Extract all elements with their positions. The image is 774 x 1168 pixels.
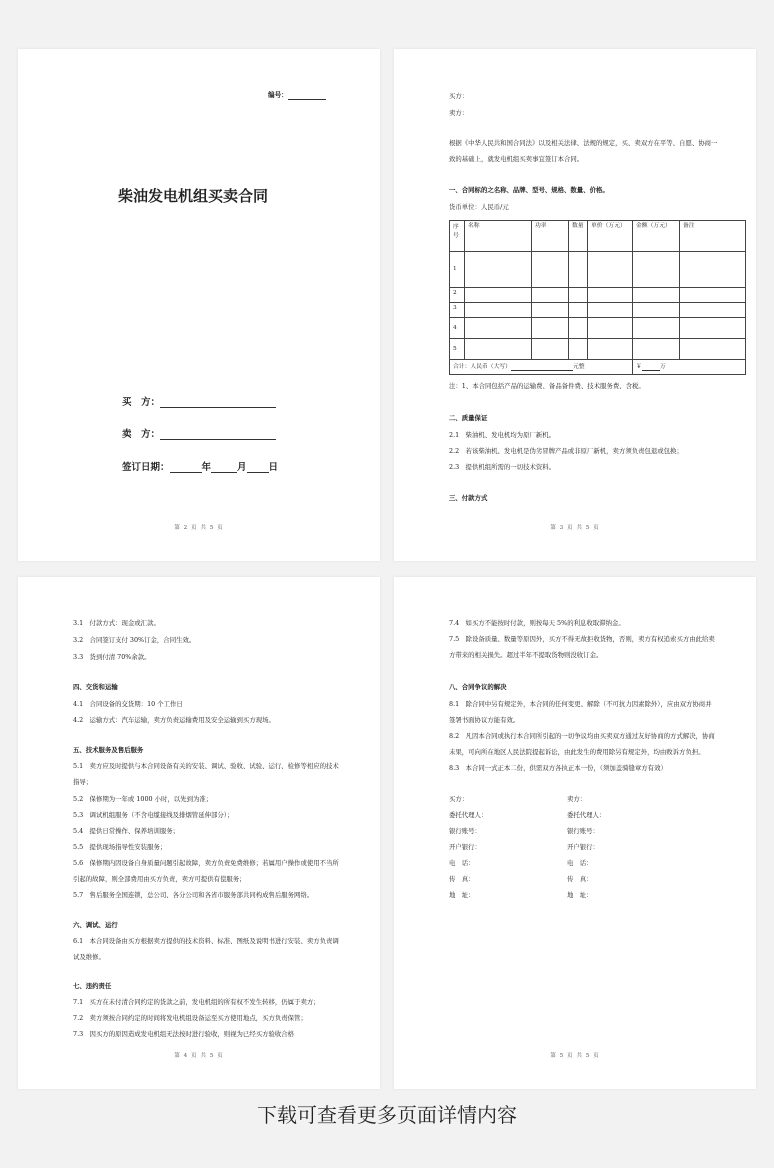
- intro-line-1: 根据《中华人民共和国合同法》以及相关法律、法规的规定，买、卖双方在平等、自愿、协商一: [449, 139, 718, 147]
- total-amount-cell: [633, 360, 746, 375]
- header-cell: 备注: [680, 221, 746, 252]
- header-cell: 数量: [569, 221, 588, 252]
- seller-blank: [160, 429, 276, 440]
- section-heading-1: 一、合同标的之名称、品牌、型号、规格、数量、价格。: [449, 186, 609, 194]
- sig-seller-address: 地 址：: [567, 891, 593, 899]
- sign-date-line: [122, 462, 278, 473]
- intro-line-2: 致的基础上，就发电机组买卖事宜签订本合同。: [449, 155, 584, 163]
- page-footer: 第 4 页 共 5 页: [174, 1053, 224, 1060]
- header-cell: 名称: [465, 221, 532, 252]
- header-cell: 单价（万元）: [588, 221, 633, 252]
- clause-5-5: 5.5 提供现场指导性安装服务；: [73, 843, 167, 851]
- section-heading-4: 四、交货和运输: [73, 683, 118, 691]
- clause-3-3: 3.3 货到付清 70%余款。: [73, 653, 151, 661]
- section-heading-8: 八、合同争议的解决: [449, 683, 507, 691]
- sig-seller-bank: 开户银行：: [567, 843, 599, 851]
- seller-label: 卖 方：: [122, 429, 161, 440]
- day-blank: [247, 462, 269, 473]
- yen-symbol: ￥: [636, 364, 642, 371]
- sig-seller-agent: 委托代理人：: [567, 811, 606, 819]
- buyer-blank: [160, 397, 276, 408]
- sig-buyer-bank: 开户银行：: [449, 843, 481, 851]
- seller-line: [122, 429, 276, 440]
- clause-4-1: 4.1 合同设备的交货期：10 个工作日: [73, 700, 183, 708]
- table-header-row: [450, 221, 746, 252]
- clause-5-1-line1: 5.1 卖方应及时提供与本合同设备有关的安装、调试、验收、试验、运行、检修等相应的技术: [73, 762, 339, 770]
- section-heading-5: 五、技术服务及售后服务: [73, 746, 144, 754]
- month-label: 月: [237, 462, 247, 473]
- clause-7-1: 7.1 买方在未付清合同约定的货款之前，发电机组的所有权不发生转移，仍属于卖方；: [73, 998, 320, 1006]
- currency-unit: 货币单位：人民币/元: [449, 203, 509, 211]
- total-blank: [511, 363, 573, 371]
- contract-number-label: 编号：: [268, 91, 288, 100]
- contract-page-terms-2: [18, 577, 380, 1089]
- wan-unit: 万: [659, 364, 666, 371]
- contract-page-terms-1: [394, 49, 756, 561]
- row-number: 2: [450, 288, 465, 303]
- sig-seller: 卖方：: [567, 795, 587, 803]
- goods-table: [449, 220, 746, 375]
- sig-seller-fax: 传 真：: [567, 875, 593, 883]
- table-total-row: [450, 360, 746, 375]
- clause-2-2: 2.2 若该柴油机、发电机是伪劣冒牌产品或非原厂新机，卖方须负责包退或包换；: [449, 447, 683, 455]
- sig-buyer-agent: 委托代理人：: [449, 811, 488, 819]
- buyer-line: [122, 397, 276, 408]
- header-cell: 功率: [532, 221, 569, 252]
- table-row: [450, 339, 746, 360]
- row-number: 3: [450, 303, 465, 318]
- row-number: 4: [450, 318, 465, 339]
- download-caption: 下载可查看更多页面详情内容: [257, 1103, 517, 1127]
- day-label: 日: [268, 462, 279, 473]
- clause-3-1: 3.1 付款方式：现金或汇款。: [73, 619, 160, 627]
- clause-2-3: 2.3 提供机组所需的一切技术资料。: [449, 463, 556, 471]
- sig-seller-account: 银行账号：: [567, 827, 599, 835]
- clause-7-4: 7.4 如买方不能按时付款，则按每天 5%的利息收取滞纳金。: [449, 619, 625, 627]
- clause-5-2: 5.2 保修期为一年或 1000 小时，以先到为准；: [73, 795, 213, 803]
- year-label: 年: [201, 462, 212, 473]
- clause-7-3: 7.3 因买方的原因造成发电机组无法按时进行验收，则视为已经买方验收合格: [73, 1030, 295, 1038]
- table-row: [450, 288, 746, 303]
- clause-5-1-line2: 指导；: [73, 778, 93, 786]
- buyer-label: 买 方：: [122, 397, 161, 408]
- sig-buyer: 买方：: [449, 795, 469, 803]
- clause-8-1-line2: 签署书面协议方能有效。: [449, 716, 520, 724]
- month-blank: [211, 462, 237, 473]
- total-unit: 元整: [572, 364, 585, 371]
- clause-7-2: 7.2 卖方须按合同约定的时间将发电机组设备运至买方使用地点，买方负责保管；: [73, 1014, 307, 1022]
- amount-blank: [642, 363, 660, 371]
- total-cell: [450, 360, 633, 375]
- table-note: 注：1、本合同包括产品的运输费、备品备件费、技术服务费、含税。: [449, 382, 645, 390]
- clause-5-6-line2: 引起的故障，则全部费用由买方负责，卖方可提供有偿服务；: [73, 875, 246, 883]
- sig-buyer-account: 银行账号：: [449, 827, 481, 835]
- sig-seller-phone: 电 话：: [567, 859, 593, 867]
- section-heading-6: 六、调试、运行: [73, 921, 118, 929]
- clause-4-2: 4.2 运输方式：汽车运输，卖方负责运输费用及安全运输到买方现场。: [73, 716, 275, 724]
- clause-7-5-line1: 7.5 除设备质量、数量等原因外，买方不得无故拒收货物，否则，卖方有权追索买方由此给卖: [449, 635, 715, 643]
- section-heading-7: 七、违约责任: [73, 982, 112, 990]
- clause-8-2-line1: 8.2 凡因本合同或执行本合同所引起的一切争议均由买卖双方通过友好协商的方式解决，协商: [449, 732, 715, 740]
- section-heading-2: 二、质量保证: [449, 414, 488, 422]
- date-label: 签订日期：: [122, 462, 170, 473]
- buyer-field: 买方：: [449, 92, 469, 100]
- clause-6-1-line1: 6.1 本合同设备由买方根据卖方提供的技术资料、标准、图纸及说明书进行安装、卖方负责调: [73, 937, 339, 945]
- header-cell: 序号: [450, 221, 465, 252]
- sig-buyer-phone: 电 话：: [449, 859, 475, 867]
- section-heading-3: 三、付款方式: [449, 494, 488, 502]
- clause-6-1-line2: 试及维修。: [73, 953, 105, 961]
- table-row: [450, 303, 746, 318]
- year-blank: [170, 462, 202, 473]
- contract-cover-page: [18, 49, 380, 561]
- clause-8-2-line2: 未果，可向所在地区人民法院提起诉讼，由此发生的费用除另有规定外，均由败诉方负担。: [449, 748, 705, 756]
- page-footer: 第 2 页 共 5 页: [174, 525, 224, 532]
- clause-7-5-line2: 方带来的相关损失。超过半年不提取货物则没收订金。: [449, 651, 603, 659]
- row-number: 5: [450, 339, 465, 360]
- clause-3-2: 3.2 合同签订支付 30%订金，合同生效。: [73, 636, 196, 644]
- clause-5-4: 5.4 提供日常操作、保养培训服务；: [73, 827, 180, 835]
- page-footer: 第 5 页 共 5 页: [550, 1053, 600, 1060]
- clause-5-6-line1: 5.6 保修期内因设备自身质量问题引起故障，卖方负责免费维修；若属用户操作或使用不当所: [73, 859, 339, 867]
- sig-buyer-address: 地 址：: [449, 891, 475, 899]
- seller-field: 卖方：: [449, 109, 469, 117]
- number-blank: [288, 92, 326, 100]
- table-row: [450, 252, 746, 288]
- header-cell: 金额（万元）: [633, 221, 680, 252]
- total-label: 合计：人民币（大写）: [453, 364, 511, 371]
- page-footer: 第 3 页 共 5 页: [550, 525, 600, 532]
- clause-8-1-line1: 8.1 除合同中另有规定外，本合同的任何变更、解除（不可抗力因素除外），应由双方协商并: [449, 700, 712, 708]
- clause-2-1: 2.1 柴油机、发电机均为原厂新机。: [449, 431, 556, 439]
- table-row: [450, 318, 746, 339]
- contract-number: [268, 92, 326, 100]
- contract-title: 柴油发电机组买卖合同: [118, 187, 269, 205]
- row-number: 1: [450, 252, 465, 288]
- clause-5-3: 5.3 调试机组服务（不含电缆接线及排烟管延伸部分）；: [73, 811, 234, 819]
- sig-buyer-fax: 传 真：: [449, 875, 475, 883]
- clause-8-3: 8.3 本合同一式正本二份，供需双方各执正本一份，（须加盖骑缝章方有效）: [449, 764, 667, 772]
- clause-5-7: 5.7 售后服务全国连锁，总公司、各分公司和各省市服务部共同构成售后服务网络。: [73, 891, 314, 899]
- contract-page-terms-3: [394, 577, 756, 1089]
